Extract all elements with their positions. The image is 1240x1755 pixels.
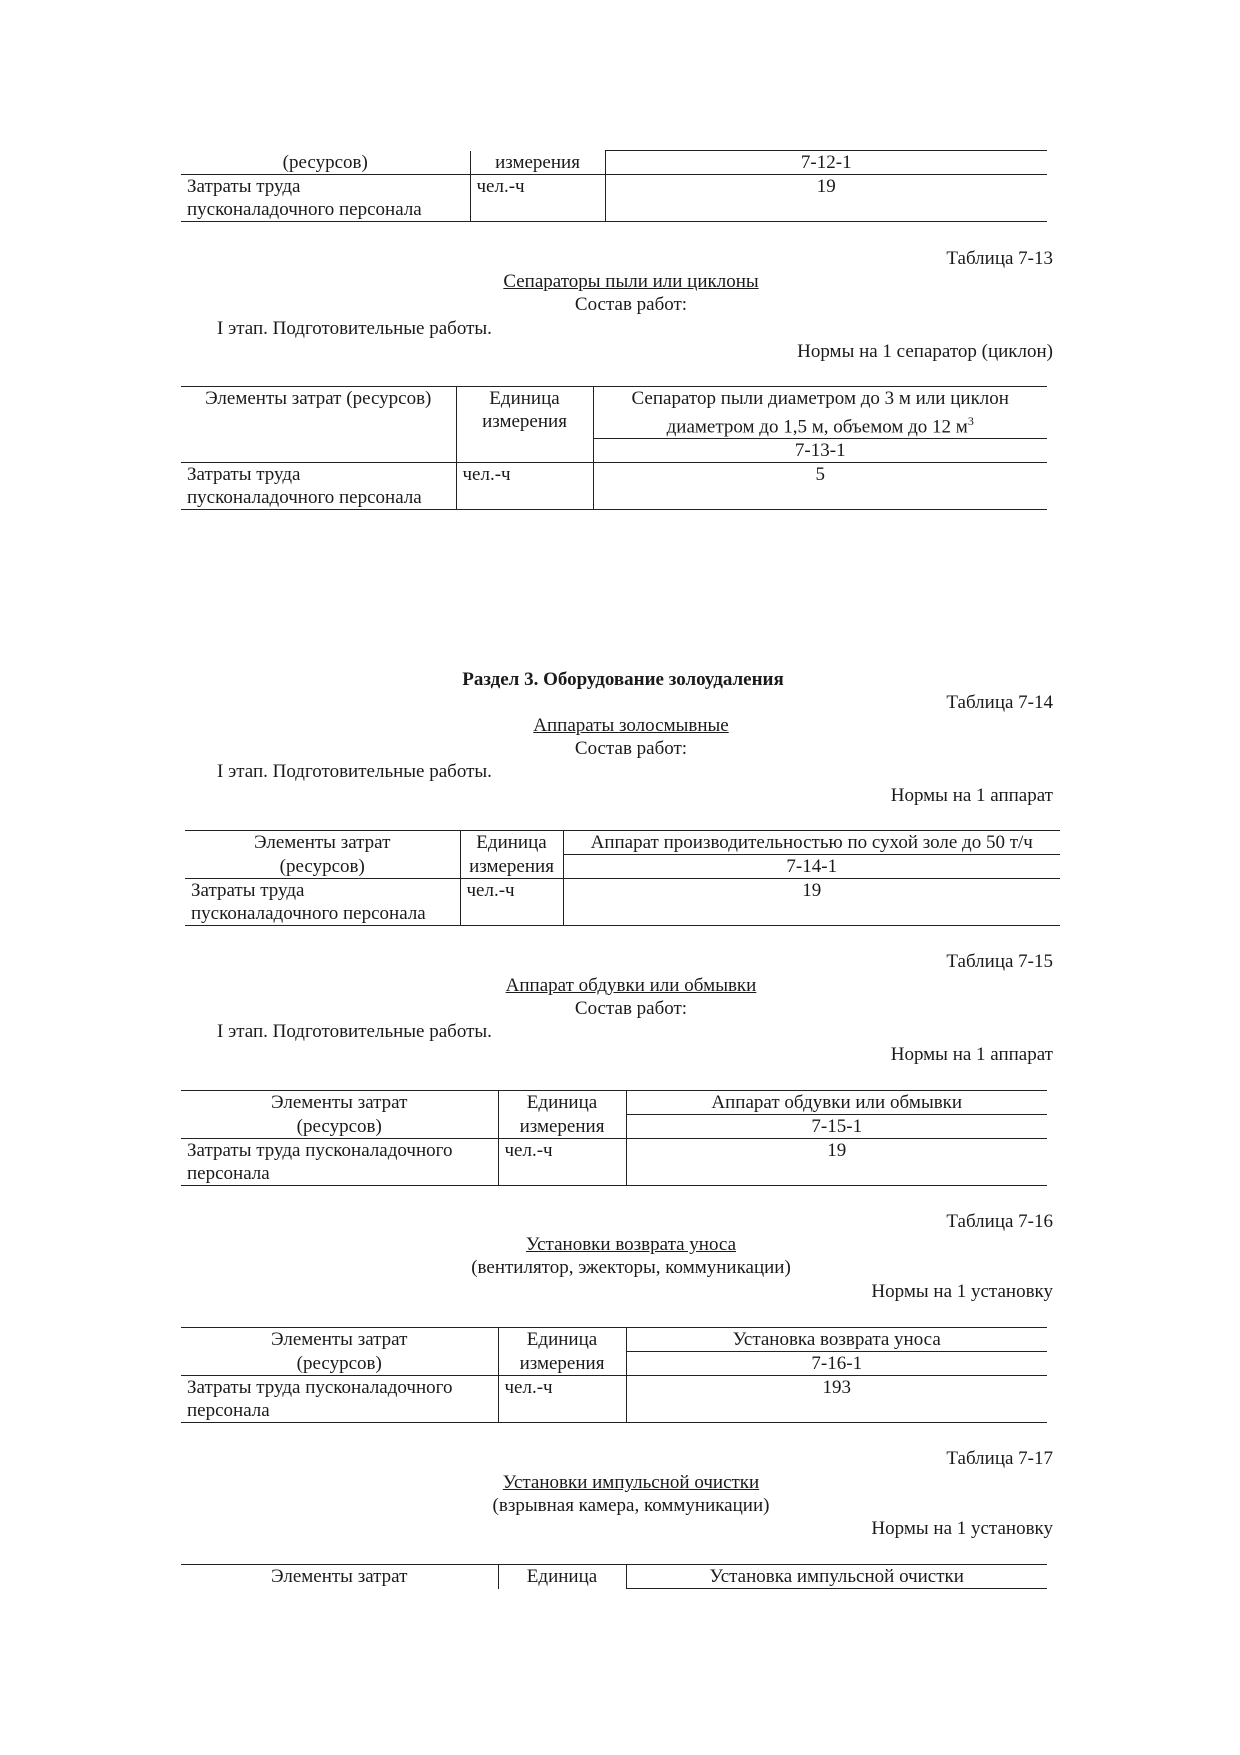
table-number: Таблица 7-15 — [946, 951, 1053, 972]
table-7-15 — [181, 1090, 1047, 1186]
code-cell: 7-14-1 — [786, 856, 838, 877]
row-label-line-2: пусконаладочного персонала — [187, 487, 422, 509]
table-title: Установки возврата уноса — [525, 1234, 737, 1255]
row-label-cell — [181, 463, 456, 510]
row-label-line-1: Затраты труда — [187, 176, 301, 197]
value-cell: 19 — [605, 175, 1047, 222]
superscript: 3 — [967, 414, 974, 428]
table-title: Аппараты золосмывные — [533, 715, 729, 736]
col3-header: Установка возврата уноса — [626, 1328, 1047, 1352]
table-7-13 — [181, 386, 1047, 510]
table-number: Таблица 7-17 — [946, 1448, 1053, 1469]
table-7-16 — [181, 1327, 1047, 1423]
col3-header — [593, 387, 1047, 439]
row-label-cell — [181, 175, 470, 222]
value-cell: 19 — [563, 879, 1060, 926]
row-label-line-1: Затраты труда пусконаладочного — [187, 1377, 453, 1398]
table-number: Таблица 7-14 — [946, 692, 1053, 713]
table-7-14 — [185, 830, 1060, 926]
row-label-line-1: Затраты труда — [187, 464, 301, 486]
code-cell: 7-16-1 — [811, 1353, 863, 1374]
col2-header-line-2: измерения — [498, 1115, 626, 1139]
table-7-17 — [181, 1564, 1047, 1589]
value-cell: 193 — [626, 1376, 1047, 1423]
stage-text: I этап. Подготовительные работы. — [217, 761, 492, 782]
table-title: Установки импульсной очистки — [502, 1472, 760, 1493]
col1-header: Элементы затрат (ресурсов) — [181, 387, 456, 463]
value-cell: 5 — [593, 463, 1047, 510]
col2-header-line-1: Единица — [489, 388, 560, 409]
norms-label: Нормы на 1 сепаратор (циклон) — [797, 341, 1053, 362]
col1-header-line-1: Элементы затрат — [181, 1565, 498, 1589]
code-cell: 7-13-1 — [794, 440, 846, 462]
value-cell: 19 — [626, 1139, 1047, 1186]
stage-text: I этап. Подготовительные работы. — [217, 318, 492, 339]
col2-header-line-2: измерения — [498, 1352, 626, 1376]
table-7-12 — [181, 150, 1047, 222]
norms-label: Нормы на 1 аппарат — [890, 785, 1053, 806]
col1-header-line-2: (ресурсов) — [185, 855, 460, 879]
unit-cell: чел.-ч — [470, 175, 605, 222]
table-number: Таблица 7-16 — [946, 1211, 1053, 1232]
row-label-line-1: Затраты труда — [191, 880, 305, 901]
stage-text: I этап. Подготовительные работы. — [217, 1021, 492, 1042]
col2-header — [456, 387, 593, 463]
col2-header-tail: измерения — [470, 151, 605, 175]
col1-header-line-2: (ресурсов) — [181, 1115, 498, 1139]
composition-label: Состав работ: — [574, 998, 688, 1019]
section-heading: Раздел 3. Оборудование золоудаления — [462, 669, 784, 690]
col1-header-line-2: (ресурсов) — [181, 1352, 498, 1376]
table-number: Таблица 7-13 — [946, 248, 1053, 269]
norms-label: Нормы на 1 установку — [871, 1518, 1053, 1539]
col3-header: Установка импульсной очистки — [626, 1565, 1047, 1589]
row-label-line-2: персонала — [187, 1400, 270, 1421]
table-subtitle: (взрывная камера, коммуникации) — [492, 1495, 770, 1516]
col2-header-line-1: Единица — [498, 1091, 626, 1115]
col2-header-line-2: измерения — [460, 855, 563, 879]
row-label-cell — [185, 879, 460, 926]
code-cell: 7-15-1 — [811, 1116, 863, 1137]
col3-header-line-1: Сепаратор пыли диаметром до 3 м или циклон — [631, 388, 1009, 409]
row-label-line-1: Затраты труда пусконаладочного — [187, 1140, 453, 1161]
row-label-line-2: пусконаладочного персонала — [191, 903, 426, 924]
row-label-cell — [181, 1139, 498, 1186]
col2-header-line-1: Единица — [498, 1565, 626, 1589]
col3-header: Аппарат производительностью по сухой золе до 50 т/ч — [563, 831, 1060, 855]
table-subtitle: (вентилятор, эжекторы, коммуникации) — [471, 1257, 791, 1278]
unit-cell: чел.-ч — [456, 463, 593, 510]
col1-header-line-1: Элементы затрат — [181, 1328, 498, 1352]
composition-label: Состав работ: — [574, 738, 688, 759]
col3-header-line-2: диаметром до 1,5 м, объемом до 12 м — [666, 416, 968, 438]
row-label-line-2: персонала — [187, 1163, 270, 1184]
col1-header-line-1: Элементы затрат — [185, 831, 460, 855]
col2-header-line-1: Единица — [460, 831, 563, 855]
unit-cell: чел.-ч — [460, 879, 563, 926]
col1-header-tail: (ресурсов) — [181, 151, 470, 175]
code-cell: 7-12-1 — [605, 151, 1047, 175]
unit-cell: чел.-ч — [498, 1139, 626, 1186]
row-label-cell — [181, 1376, 498, 1423]
row-label-line-2: пусконаладочного персонала — [187, 199, 422, 220]
norms-label: Нормы на 1 аппарат — [890, 1044, 1053, 1065]
col3-header: Аппарат обдувки или обмывки — [626, 1091, 1047, 1115]
col1-header-line-1: Элементы затрат — [181, 1091, 498, 1115]
composition-label: Состав работ: — [574, 294, 688, 315]
col2-header-line-2: измерения — [482, 411, 567, 432]
norms-label: Нормы на 1 установку — [871, 1281, 1053, 1302]
table-title: Сепараторы пыли или циклоны — [503, 271, 759, 292]
table-title: Аппарат обдувки или обмывки — [505, 975, 757, 996]
unit-cell: чел.-ч — [498, 1376, 626, 1423]
col2-header-line-1: Единица — [498, 1328, 626, 1352]
